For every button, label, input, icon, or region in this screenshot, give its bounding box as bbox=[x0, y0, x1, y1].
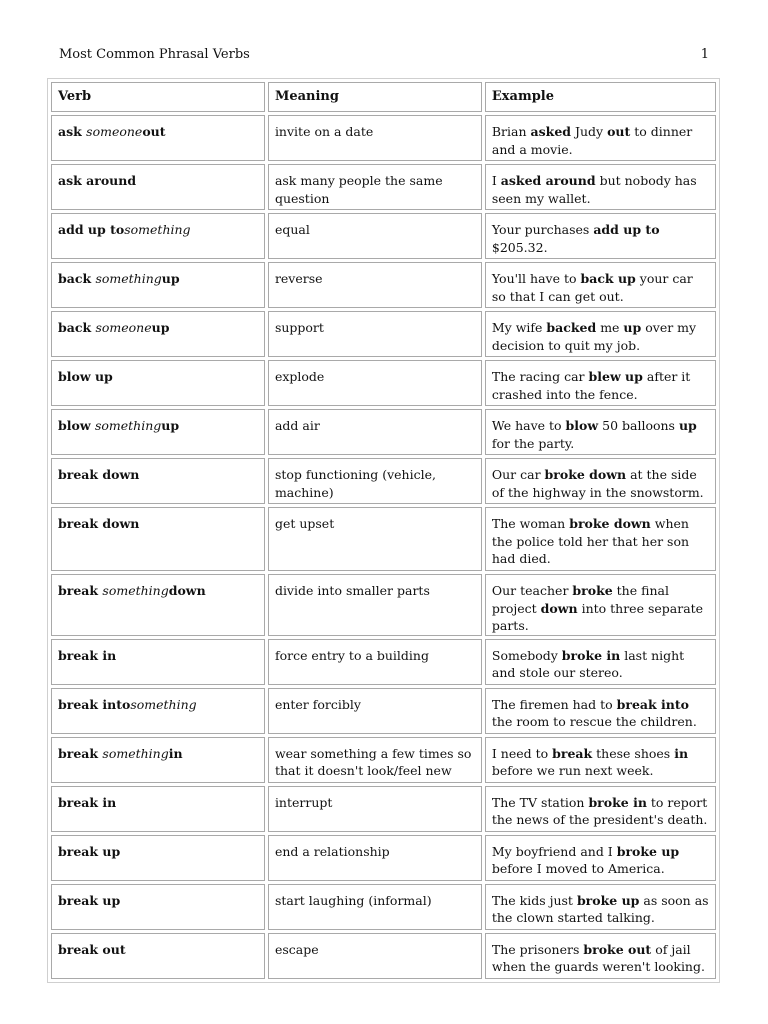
example-cell bbox=[485, 835, 716, 881]
meaning-cell: get upset bbox=[268, 507, 482, 571]
text-run: break down bbox=[58, 516, 140, 531]
page-number: 1 bbox=[700, 47, 709, 62]
table-row bbox=[51, 262, 716, 308]
meaning-cell: invite on a date bbox=[268, 115, 482, 161]
meaning-cell: equal bbox=[268, 213, 482, 259]
meaning-cell: enter forcibly bbox=[268, 688, 482, 734]
example-cell bbox=[485, 311, 716, 357]
meaning-cell: add air bbox=[268, 409, 482, 455]
text-run: break down bbox=[58, 467, 140, 482]
text-run: out bbox=[142, 124, 166, 139]
text-run: The racing car bbox=[491, 369, 589, 384]
example-cell bbox=[485, 458, 716, 504]
example-cell bbox=[485, 884, 716, 930]
text-run: The woman bbox=[491, 516, 570, 531]
table-row bbox=[51, 933, 716, 979]
text-run: $205.32. bbox=[491, 239, 548, 255]
text-run: someone bbox=[86, 124, 143, 139]
table-row bbox=[51, 360, 716, 406]
text-run: I need to bbox=[491, 745, 553, 761]
text-run: something bbox=[130, 696, 197, 712]
example-cell bbox=[485, 360, 716, 406]
text-run: break out bbox=[58, 941, 126, 957]
text-run: Our car bbox=[491, 467, 545, 482]
text-run: Judy bbox=[571, 124, 608, 139]
table-row bbox=[51, 574, 716, 636]
verb-cell bbox=[51, 639, 265, 685]
meaning-cell: wear something a few times so that it doesn't look/feel new bbox=[268, 737, 482, 783]
text-run: me bbox=[596, 320, 624, 335]
text-run: asked bbox=[530, 124, 572, 139]
text-run: ask around bbox=[58, 173, 137, 188]
verb-cell bbox=[51, 213, 265, 259]
text-run: backed bbox=[546, 320, 597, 335]
verb-cell bbox=[51, 164, 265, 210]
text-run: Your purchases bbox=[491, 222, 594, 237]
verb-cell bbox=[51, 884, 265, 930]
text-run: something bbox=[102, 583, 169, 598]
text-run: last night and stole our stereo. bbox=[491, 647, 685, 680]
example-cell bbox=[485, 933, 716, 979]
text-run: back up bbox=[580, 271, 636, 286]
meaning-cell: start laughing (informal) bbox=[268, 884, 482, 930]
text-run: something bbox=[95, 271, 162, 286]
table-row bbox=[51, 639, 716, 685]
text-run: up bbox=[161, 418, 180, 433]
text-run: at the side of the highway in the snowstorm. bbox=[491, 467, 704, 500]
example-cell bbox=[485, 213, 716, 259]
verb-cell bbox=[51, 507, 265, 571]
document-title: Most Common Phrasal Verbs bbox=[59, 47, 250, 62]
text-run: for the party. bbox=[491, 435, 575, 451]
text-run: your car so that I can get out. bbox=[491, 271, 693, 304]
text-run: 50 balloons bbox=[598, 418, 679, 433]
example-cell bbox=[485, 786, 716, 832]
text-run: down bbox=[540, 600, 578, 616]
column-header-example: Example bbox=[485, 82, 716, 112]
text-run: asked around bbox=[500, 173, 596, 188]
text-run: out bbox=[607, 124, 631, 139]
example-cell bbox=[485, 574, 716, 636]
table-row bbox=[51, 458, 716, 504]
meaning-cell: divide into smaller parts bbox=[268, 574, 482, 636]
text-run: broke up bbox=[616, 843, 680, 859]
example-cell bbox=[485, 737, 716, 783]
text-run: break into bbox=[58, 696, 131, 712]
text-run: break into bbox=[616, 696, 689, 712]
text-run: before I moved to America. bbox=[491, 861, 665, 876]
text-run: someone bbox=[95, 320, 152, 335]
text-run: but nobody has seen my wallet. bbox=[491, 173, 697, 206]
text-run: break bbox=[552, 745, 593, 761]
text-run: up bbox=[678, 418, 697, 433]
text-run: to dinner and a movie. bbox=[491, 124, 693, 157]
text-run: broke in bbox=[561, 647, 621, 663]
text-run: blow up bbox=[58, 369, 113, 384]
table-body bbox=[51, 82, 716, 979]
text-run: in bbox=[168, 745, 183, 761]
verb-cell bbox=[51, 835, 265, 881]
table-row bbox=[51, 688, 716, 734]
text-run: broke down bbox=[569, 516, 651, 531]
verb-cell bbox=[51, 574, 265, 636]
text-run: broke in bbox=[588, 794, 647, 810]
meaning-cell: interrupt bbox=[268, 786, 482, 832]
meaning-cell: stop functioning (vehicle, machine) bbox=[268, 458, 482, 504]
verb-cell bbox=[51, 311, 265, 357]
text-run: down bbox=[168, 583, 206, 598]
text-run: We have to bbox=[491, 418, 566, 433]
text-run: The kids just bbox=[491, 892, 577, 908]
verb-cell bbox=[51, 688, 265, 734]
text-run: I bbox=[491, 173, 501, 188]
text-run: My wife bbox=[491, 320, 547, 335]
table-row bbox=[51, 115, 716, 161]
text-run: The firemen had to bbox=[491, 696, 617, 712]
text-run: break up bbox=[58, 892, 121, 908]
text-run: ask bbox=[58, 124, 87, 139]
table-row bbox=[51, 213, 716, 259]
meaning-cell: force entry to a building bbox=[268, 639, 482, 685]
text-run: You'll have to bbox=[491, 271, 581, 286]
verb-cell bbox=[51, 262, 265, 308]
text-run: something bbox=[102, 745, 169, 761]
meaning-cell: explode bbox=[268, 360, 482, 406]
text-run: blow bbox=[58, 418, 95, 433]
text-run: Brian bbox=[491, 124, 531, 139]
table-row bbox=[51, 409, 716, 455]
text-run: up bbox=[151, 320, 170, 335]
text-run: break bbox=[58, 745, 103, 761]
text-run: blow bbox=[565, 418, 599, 433]
text-run: back bbox=[58, 320, 96, 335]
verb-cell bbox=[51, 458, 265, 504]
example-cell bbox=[485, 115, 716, 161]
text-run: of jail when the guards weren't looking. bbox=[491, 941, 705, 974]
table-row bbox=[51, 786, 716, 832]
table-row bbox=[51, 164, 716, 210]
text-run: blew up bbox=[588, 369, 643, 384]
text-run: Somebody bbox=[491, 647, 562, 663]
table-row bbox=[51, 737, 716, 783]
verb-cell bbox=[51, 933, 265, 979]
text-run: after it crashed into the fence. bbox=[491, 369, 691, 402]
verb-cell bbox=[51, 115, 265, 161]
text-run: broke bbox=[572, 583, 613, 598]
text-run: as soon as the clown started talking. bbox=[491, 892, 709, 925]
text-run: broke out bbox=[583, 941, 652, 957]
text-run: break in bbox=[58, 647, 117, 663]
example-cell bbox=[485, 409, 716, 455]
table-row bbox=[51, 507, 716, 571]
table-row bbox=[51, 311, 716, 357]
text-run: add up to bbox=[58, 222, 125, 237]
text-run: My boyfriend and I bbox=[491, 843, 617, 859]
table-header-row bbox=[51, 82, 716, 112]
phrasal-verbs-table bbox=[47, 78, 720, 983]
page-header bbox=[59, 46, 709, 64]
text-run: to report the news of the president's death. bbox=[491, 794, 708, 827]
column-header-verb: Verb bbox=[51, 82, 265, 112]
text-run: back bbox=[58, 271, 96, 286]
example-cell bbox=[485, 688, 716, 734]
text-run: break in bbox=[58, 794, 117, 810]
text-run: break bbox=[58, 583, 103, 598]
text-run: into three separate parts. bbox=[491, 600, 704, 633]
text-run: break up bbox=[58, 843, 121, 859]
text-run: in bbox=[674, 745, 689, 761]
text-run: something bbox=[94, 418, 162, 433]
text-run: something bbox=[124, 222, 191, 237]
text-run: The TV station bbox=[491, 794, 589, 810]
verb-cell bbox=[51, 737, 265, 783]
meaning-cell: ask many people the same question bbox=[268, 164, 482, 210]
verb-cell bbox=[51, 360, 265, 406]
text-run: before we run next week. bbox=[491, 763, 654, 778]
text-run: broke up bbox=[576, 892, 640, 908]
text-run: these shoes bbox=[592, 745, 675, 761]
example-cell bbox=[485, 639, 716, 685]
verb-cell bbox=[51, 409, 265, 455]
verb-cell bbox=[51, 786, 265, 832]
text-run: the room to rescue the children. bbox=[491, 714, 697, 729]
text-run: Our teacher bbox=[491, 583, 573, 598]
meaning-cell: reverse bbox=[268, 262, 482, 308]
text-run: over my decision to quit my job. bbox=[491, 320, 697, 353]
text-run: up bbox=[623, 320, 642, 335]
example-cell bbox=[485, 262, 716, 308]
text-run: broke down bbox=[544, 467, 627, 482]
example-cell bbox=[485, 507, 716, 571]
table-row bbox=[51, 884, 716, 930]
example-cell bbox=[485, 164, 716, 210]
table-row bbox=[51, 835, 716, 881]
text-run: The prisoners bbox=[491, 941, 584, 957]
text-run: when the police told her that her son had died. bbox=[491, 516, 690, 566]
meaning-cell: escape bbox=[268, 933, 482, 979]
text-run: the final project bbox=[491, 583, 669, 616]
text-run: up bbox=[161, 271, 180, 286]
meaning-cell: end a relationship bbox=[268, 835, 482, 881]
text-run: add up to bbox=[593, 222, 660, 237]
column-header-meaning: Meaning bbox=[268, 82, 482, 112]
meaning-cell: support bbox=[268, 311, 482, 357]
